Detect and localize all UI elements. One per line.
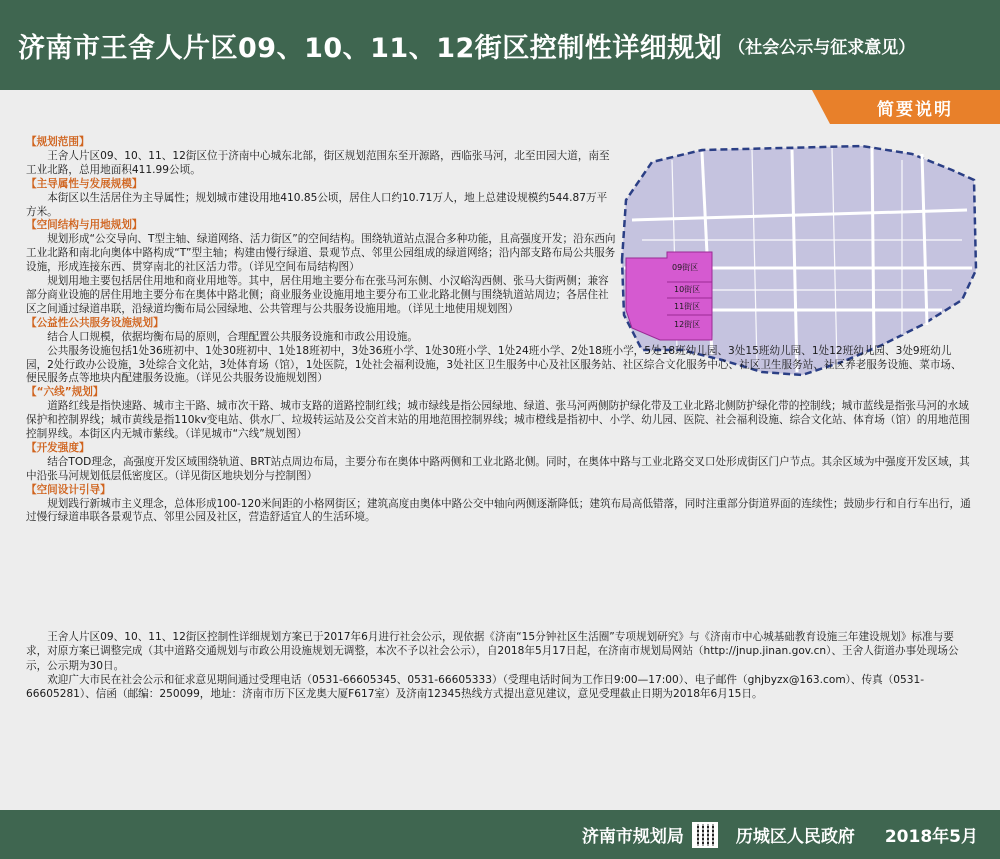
section-paragraph: 规划践行新城市主义理念，总体形成100-120米间距的小格网街区；建筑高度由奥体中路公交中轴向两侧逐渐降低；建筑布局高低错落，同时注重部分街道界面的连续性；鼓励步行和自行车出行，通过慢行绿道串联各景观节点、邻里公园及社区，营造舒适宜人的生活环境。 <box>26 497 971 524</box>
notice-paragraph: 王舍人片区09、10、11、12街区控制性详细规划方案已于2017年6月进行社会公示，现依据《济南“15分钟社区生活圈”专项规划研究》与《济南市中心城基础教育设施三年建设规划》标准与要求，对原方案已调整完成（其中道路交通规划与市政公用设施规划无调整，本次不予以社会公示），自2018年5月17日起，在济南市规划局网站（http://jnup.jinan.gov.cn）、王舍人街道办事处现场公示，公示期为30日。 <box>26 631 959 672</box>
section-paragraph: 道路红线是指快速路、城市主干路、城市次干路、城市支路的道路控制红线；城市绿线是指公园绿地、绿道、张马河两侧防护绿化带及工业北路北侧防护绿化带的控制线；城市蓝线是指张马河的水域保护和控制界线；城市黄线是指110kv变电站、供水厂、垃圾转运站及公交首末站的用地范围控制界线；城市橙线是指初中、小学、幼儿园、医院、社会福利设施、综合文化站、体育场（馆）的用地范围控制界线。本街区内无城市紫线。（详见城市“六线”规划图） <box>26 400 970 441</box>
footer-org-district-government: 历城区人民政府 <box>735 827 855 847</box>
section-paragraph: 本街区以生活居住为主导属性；规划城市建设用地410.85公顷，居住人口约10.71万人，地上总建设规模约544.87万平方米。 <box>26 191 608 218</box>
notice-paragraph: 欢迎广大市民在社会公示和征求意见期间通过受理电话（0531-66605345、0531-66605333）（受理电话时间为工作日9:00—17:00）、电子邮件（ghjbyzx@163.com）、传真（0531-66605281）、信函（邮编：250099，地址：济南市历下区龙奥大厦F617室）及济南12345热线方式提出意见建议，意见受理截止日期为2018年6月15日。 <box>26 673 925 701</box>
summary-content <box>26 136 972 525</box>
map-label-11: 11街区 <box>674 302 701 311</box>
footer-org-planning-bureau: 济南市规划局 <box>581 827 684 847</box>
page-title: 济南市王舍人片区09、10、11、12街区控制性详细规划 <box>18 32 723 64</box>
section-heading: 【开发强度】 <box>26 441 90 454</box>
section-paragraph: 规划形成“公交导向、T型主轴、绿道网络、活力街区”的空间结构。围绕轨道站点混合多种功能，且高强度开发；沿东西向工业北路和南北向奥体中路构成“T”型主轴；构建由慢行绿道、景观节点、邻里公园组成的绿道网络；沿内部支路布局公共服务设施，形成连接东西、贯穿南北的社区活力带。（详见空间布局结构图） <box>26 233 616 274</box>
map-label-09: 09街区 <box>672 263 699 272</box>
section-paragraph: 规划用地主要包括居住用地和商业用地等。其中，居住用地主要分布在张马河东侧、小汉峪沟西侧、张马大街两侧；兼容部分商业设施的居住用地主要分布在奥体中路北侧；商业服务业设施用地主要分布工业北路北侧与围绕轨道站周边；各居住社区之间通过绿道串联，沿绿道均衡布局公园绿地、公共管理与公共服务设施用地。（详见土地使用规划图） <box>26 275 609 315</box>
section-paragraph: 公共服务设施包括1处36班初中、1处30班初中、1处18班初中，3处36班小学、1处30班小学、1处24班小学、2处18班小学，5处18班幼儿园、3处15班幼儿园、1处12班幼儿园、3处9班幼儿园，2处行政办公设施，3处综合文化站，3处体育场（馆），1处医院，1处社会福利设施，3处社区卫生服务中心及社区服务站、社区综合文化服务中心、社区卫生服务站、社区养老服务设施、菜市场、便民服务点等地块内配建服务设施。（详见公共服务设施规划图） <box>26 344 962 385</box>
map-label-12: 12街区 <box>674 320 701 329</box>
section-paragraph: 王舍人片区09、10、11、12街区位于济南中心城东北部，街区规划范围东至开源路，西临张马河，北至田园大道，南至工业北路，总用地面积411.99公顷。 <box>26 149 610 176</box>
section-heading: 【公益性公共服务设施规划】 <box>26 316 164 329</box>
summary-tab: 简要说明 <box>830 90 1000 124</box>
section-heading: 【规划范围】 <box>26 136 90 148</box>
map-label-10: 10街区 <box>674 285 701 294</box>
section-heading: 【“六线”规划】 <box>26 386 104 399</box>
qr-code-icon <box>692 822 718 848</box>
footer-date: 2018年5月 <box>884 827 978 847</box>
page-subtitle: （社会公示与征求意见） <box>728 37 916 58</box>
section-paragraph: 结合TOD理念，高强度开发区域围绕轨道、BRT站点周边布局，主要分布在奥体中路两侧和工业北路北侧。同时，在奥体中路与工业北路交叉口处形成街区门户节点。其余区域为中强度开发区域，其中沿张马河规划低层低密度区。（详见街区地块划分与控制图） <box>26 455 970 482</box>
header-bar <box>0 0 1000 90</box>
section-heading: 【主导属性与发展规模】 <box>26 177 143 190</box>
section-paragraph: 结合人口规模，依据均衡布局的原则，合理配置公共服务设施和市政公用设施。 <box>47 330 418 343</box>
section-heading: 【空间设计引导】 <box>26 483 111 496</box>
public-notice <box>26 630 972 701</box>
section-heading: 【空间结构与用地规划】 <box>26 219 143 232</box>
footer-bar <box>0 810 1000 859</box>
